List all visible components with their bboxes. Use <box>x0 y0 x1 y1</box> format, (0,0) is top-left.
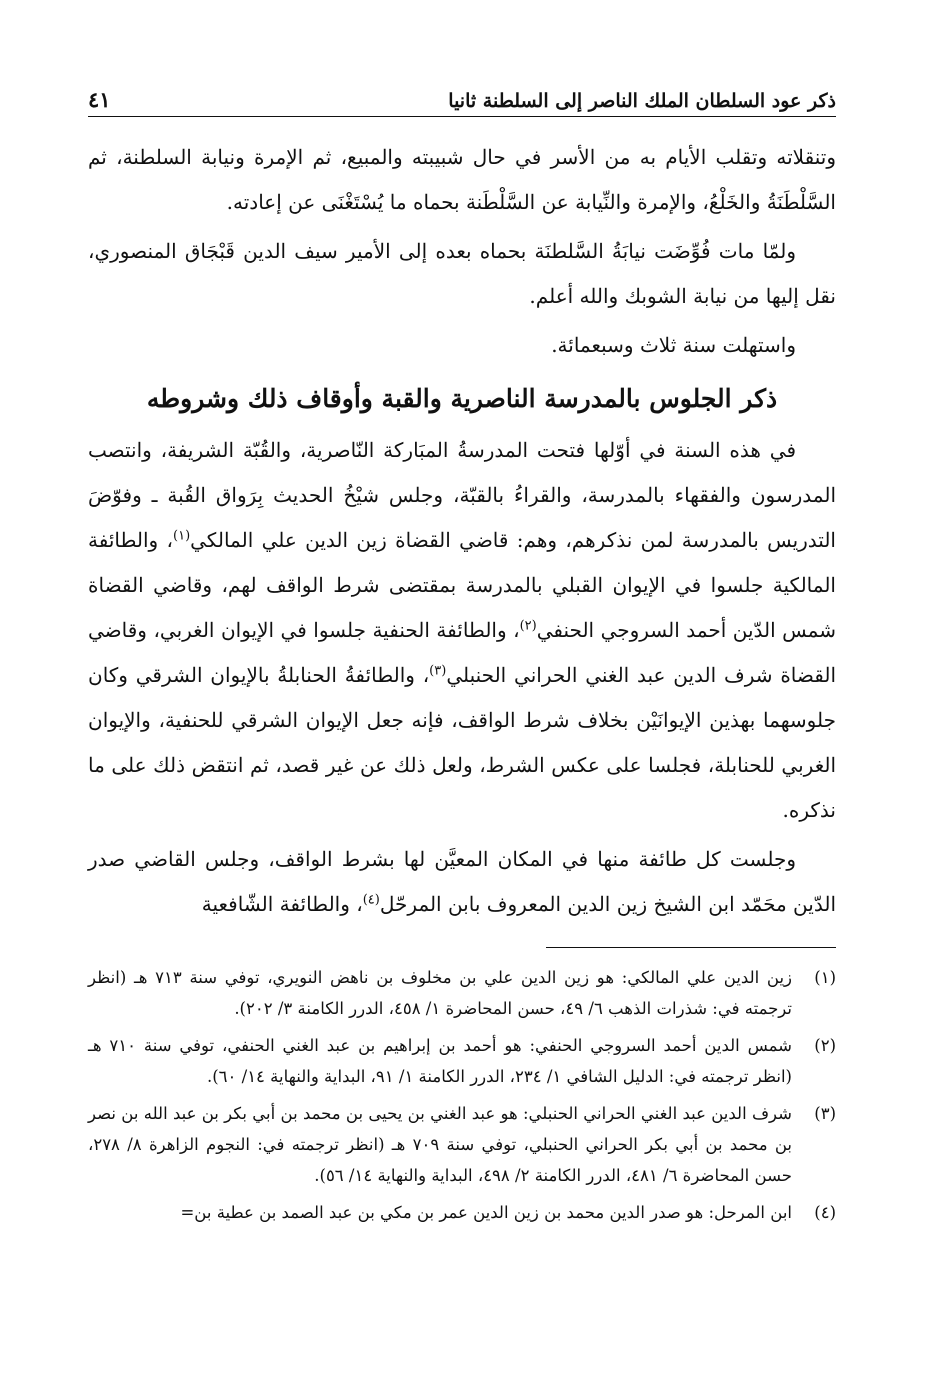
paragraph-text: وجلست كل طائفة منها في المكان المعيَّن لها بشرط الواقف، وجلس القاضي صدر الدّين محَمّد ابن الشيخ زين الدين المعروف بابن المرحّل <box>88 847 836 916</box>
footnote-2 <box>88 1030 836 1092</box>
footnote-text: ابن المرحل: هو صدر الدين محمد بن زين الدين عمر بن مكي بن عبد الصمد بن عطية بن= <box>180 1203 792 1222</box>
footnote-1 <box>88 962 836 1024</box>
footnote-text: زين الدين علي المالكي: هو زين الدين علي بن مخلوف بن ناهض النويري، توفي سنة ٧١٣ هـ (انظر ترجمته في: شذرات الذهب ٦/ ٤٩، حسن المحاضرة ١/ ٤٥٨، الدرر الكامنة ٣/ ٢٠٢). <box>88 968 792 1018</box>
paragraph-text: في هذه السنة في أوّلها فتحت المدرسةُ المبَاركة النّاصرية، والقُبّة الشريفة، وانتصب المدرسون والفقهاء بالمدرسة، والقراءُ بالقبّة، وجلس شيْخُ الحديث بِرَواق القُبة ـ وفوّضَ التدريس بالمدرسة لمن نذكرهم، وهم: قاضي القضاة زين الدين علي المالكي <box>88 438 836 552</box>
paragraph-text: ، والطائفة الحنفية جلسوا في الإيوان الغربي، وقاضي القضاة شرف الدين عبد الغني الحراني الحنبلي <box>88 618 837 687</box>
footnote-ref-4[interactable]: (٤) <box>362 892 380 908</box>
footnote-ref-2[interactable]: (٢) <box>519 618 537 634</box>
footnote-number: (٣) <box>814 1104 836 1123</box>
footnotes <box>88 962 836 1228</box>
paragraph-text: ، والطائفة المالكية جلسوا في الإيوان القبلي بالمدرسة بمقتضى شرط الواقف لهم، وقاضي القضاة شمس الدّين أحمد السروجي الحنفي <box>88 528 836 642</box>
footnote-4 <box>88 1197 836 1228</box>
main-body <box>88 135 836 927</box>
footnote-number: (١) <box>814 968 836 987</box>
paragraph-qabjaq: ولمّا مات فُوِّضَت نيابَةُ السَّلطنَة بحماه بعده إلى الأمير سيف الدين قَبْجَاق المنصوري، نقل إليها من نيابة الشوبك والله أعلم. <box>88 239 836 308</box>
page-number: ٤١ <box>88 87 111 112</box>
section-heading: ذكر الجلوس بالمدرسة الناصرية والقبة وأوقاف ذلك وشروطه <box>146 384 778 413</box>
chapter-running-title: ذكر عود السلطان الملك الناصر إلى السلطنة ثانيا <box>448 90 836 112</box>
footnote-number: (٤) <box>814 1203 836 1222</box>
footnote-text: شمس الدين أحمد السروجي الحنفي: هو أحمد بن إبراهيم بن عبد الغني الحنفي، توفي سنة ٧١٠ هـ (انظر ترجمته في: الدليل الشافي ١/ ٢٣٤، الدرر الكامنة ١/ ٩١، البداية والنهاية ١٤/ ٦٠). <box>88 1036 792 1086</box>
paragraph-year-703: واستهلت سنة ثلاث وسبعمائة. <box>551 333 796 357</box>
paragraph-madrasa-opening <box>88 428 836 833</box>
footnote-3 <box>88 1098 836 1191</box>
footnote-separator <box>546 947 836 948</box>
running-header <box>88 78 836 117</box>
footnote-ref-1[interactable]: (١) <box>173 528 191 544</box>
footnote-ref-3[interactable]: (٣) <box>429 663 447 679</box>
footnote-number: (٢) <box>814 1036 836 1055</box>
paragraph-text: ، والطائفة الشّافعية <box>201 892 363 916</box>
paragraph-continuation: وتنقلاته وتقلب الأيام به من الأسر في حال شبيبته والمبيع، ثم الإمرة ونيابة السلطنة، ثم السَّلْطَنَةُ والخَلْعُ، والإمرة والنِّيابة عن السَّلْطَنة بحماه ما يُسْتَغْنَى عن إعادته. <box>88 145 836 214</box>
book-page <box>88 78 836 1234</box>
paragraph-text: ، والطائفةُ الحنابلةُ بالإيوان الشرقي وكان جلوسهما بهذين الإيوانَيْن بخلاف شرط الواقف، فإنه جعل الإيوان الشرقي للحنفية، والإيوان الغربي للحنابلة، فجلسا على عكس الشرط، ولعل ذلك عن غير قصد، ثم انتقض ذلك على ما نذكره. <box>88 663 836 822</box>
footnote-text: شرف الدين عبد الغني الحراني الحنبلي: هو عبد الغني بن يحيى بن محمد بن أبي بكر بن عبد الله بن نصر بن محمد بن أبي بكر الحراني الحنبلي، توفي سنة ٧٠٩ هـ (انظر ترجمته في: النجوم الزاهرة ٨/ ٢٧٨، حسن المحاضرة ٦/ ٤٨١، الدرر الكامنة ٢/ ٤٩٨، البداية والنهاية ١٤/ ٥٦). <box>88 1104 792 1185</box>
paragraph-shafii <box>88 837 836 927</box>
